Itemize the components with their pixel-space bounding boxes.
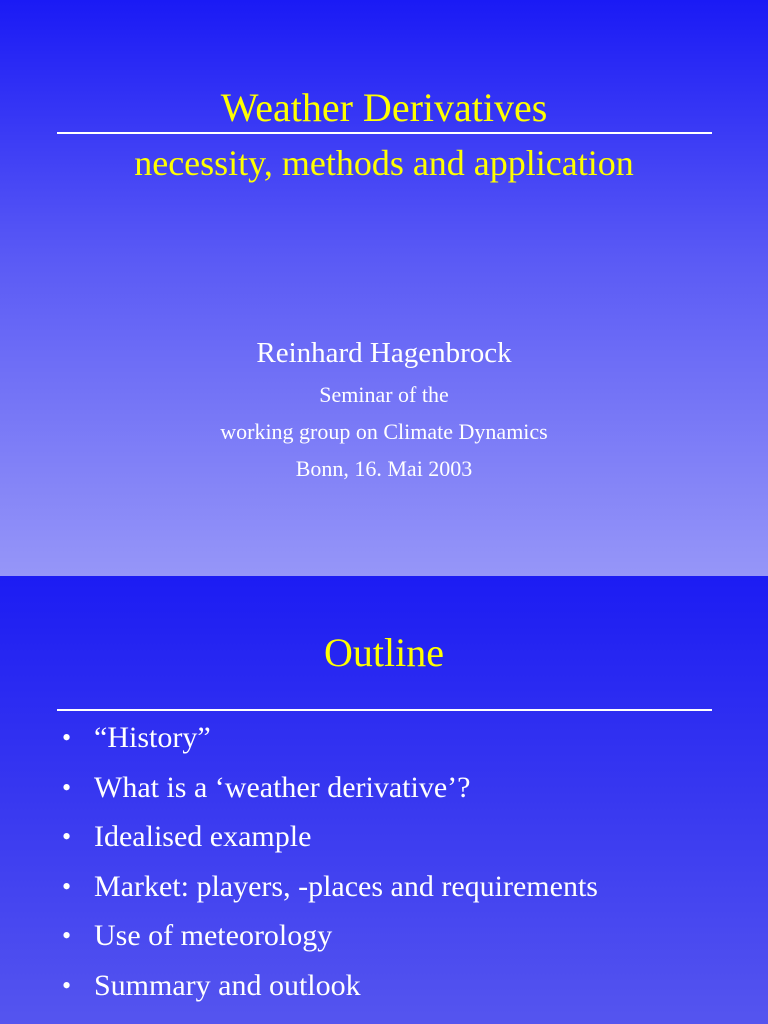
bullet-icon: • [62, 723, 72, 752]
outline-list [62, 716, 598, 1013]
bullet-icon: • [62, 921, 72, 950]
list-item-text: Use of meteorology [94, 919, 333, 952]
list-item-text: What is a ‘weather derivative’? [94, 770, 471, 804]
title-divider [57, 132, 712, 134]
list-item [62, 766, 598, 816]
outline-slide [0, 576, 768, 1024]
event-line: working group on Climate Dynamics [220, 419, 548, 444]
list-item [62, 815, 598, 865]
list-item-text: “History” [94, 721, 211, 754]
title-divider [57, 709, 712, 711]
event-date-line: Bonn, 16. Mai 2003 [295, 456, 473, 481]
slide-title: Outline [324, 630, 444, 675]
list-item [62, 865, 598, 915]
bullet-icon: • [62, 822, 72, 851]
author-name: Reinhard Hagenbrock [256, 337, 512, 369]
event-line: Seminar of the [319, 382, 449, 407]
bullet-icon: • [62, 970, 72, 1000]
list-item [62, 716, 598, 766]
slide-subtitle: necessity, methods and application [134, 143, 634, 183]
bullet-icon: • [62, 871, 72, 901]
slide-title: Weather Derivatives [220, 85, 548, 130]
list-item [62, 964, 598, 1014]
list-item-text: Market: players, -places and requirements [94, 869, 598, 903]
list-item-text: Idealised example [94, 820, 312, 853]
bullet-icon: • [62, 772, 72, 802]
list-item-text: Summary and outlook [94, 968, 361, 1002]
list-item [62, 914, 598, 964]
